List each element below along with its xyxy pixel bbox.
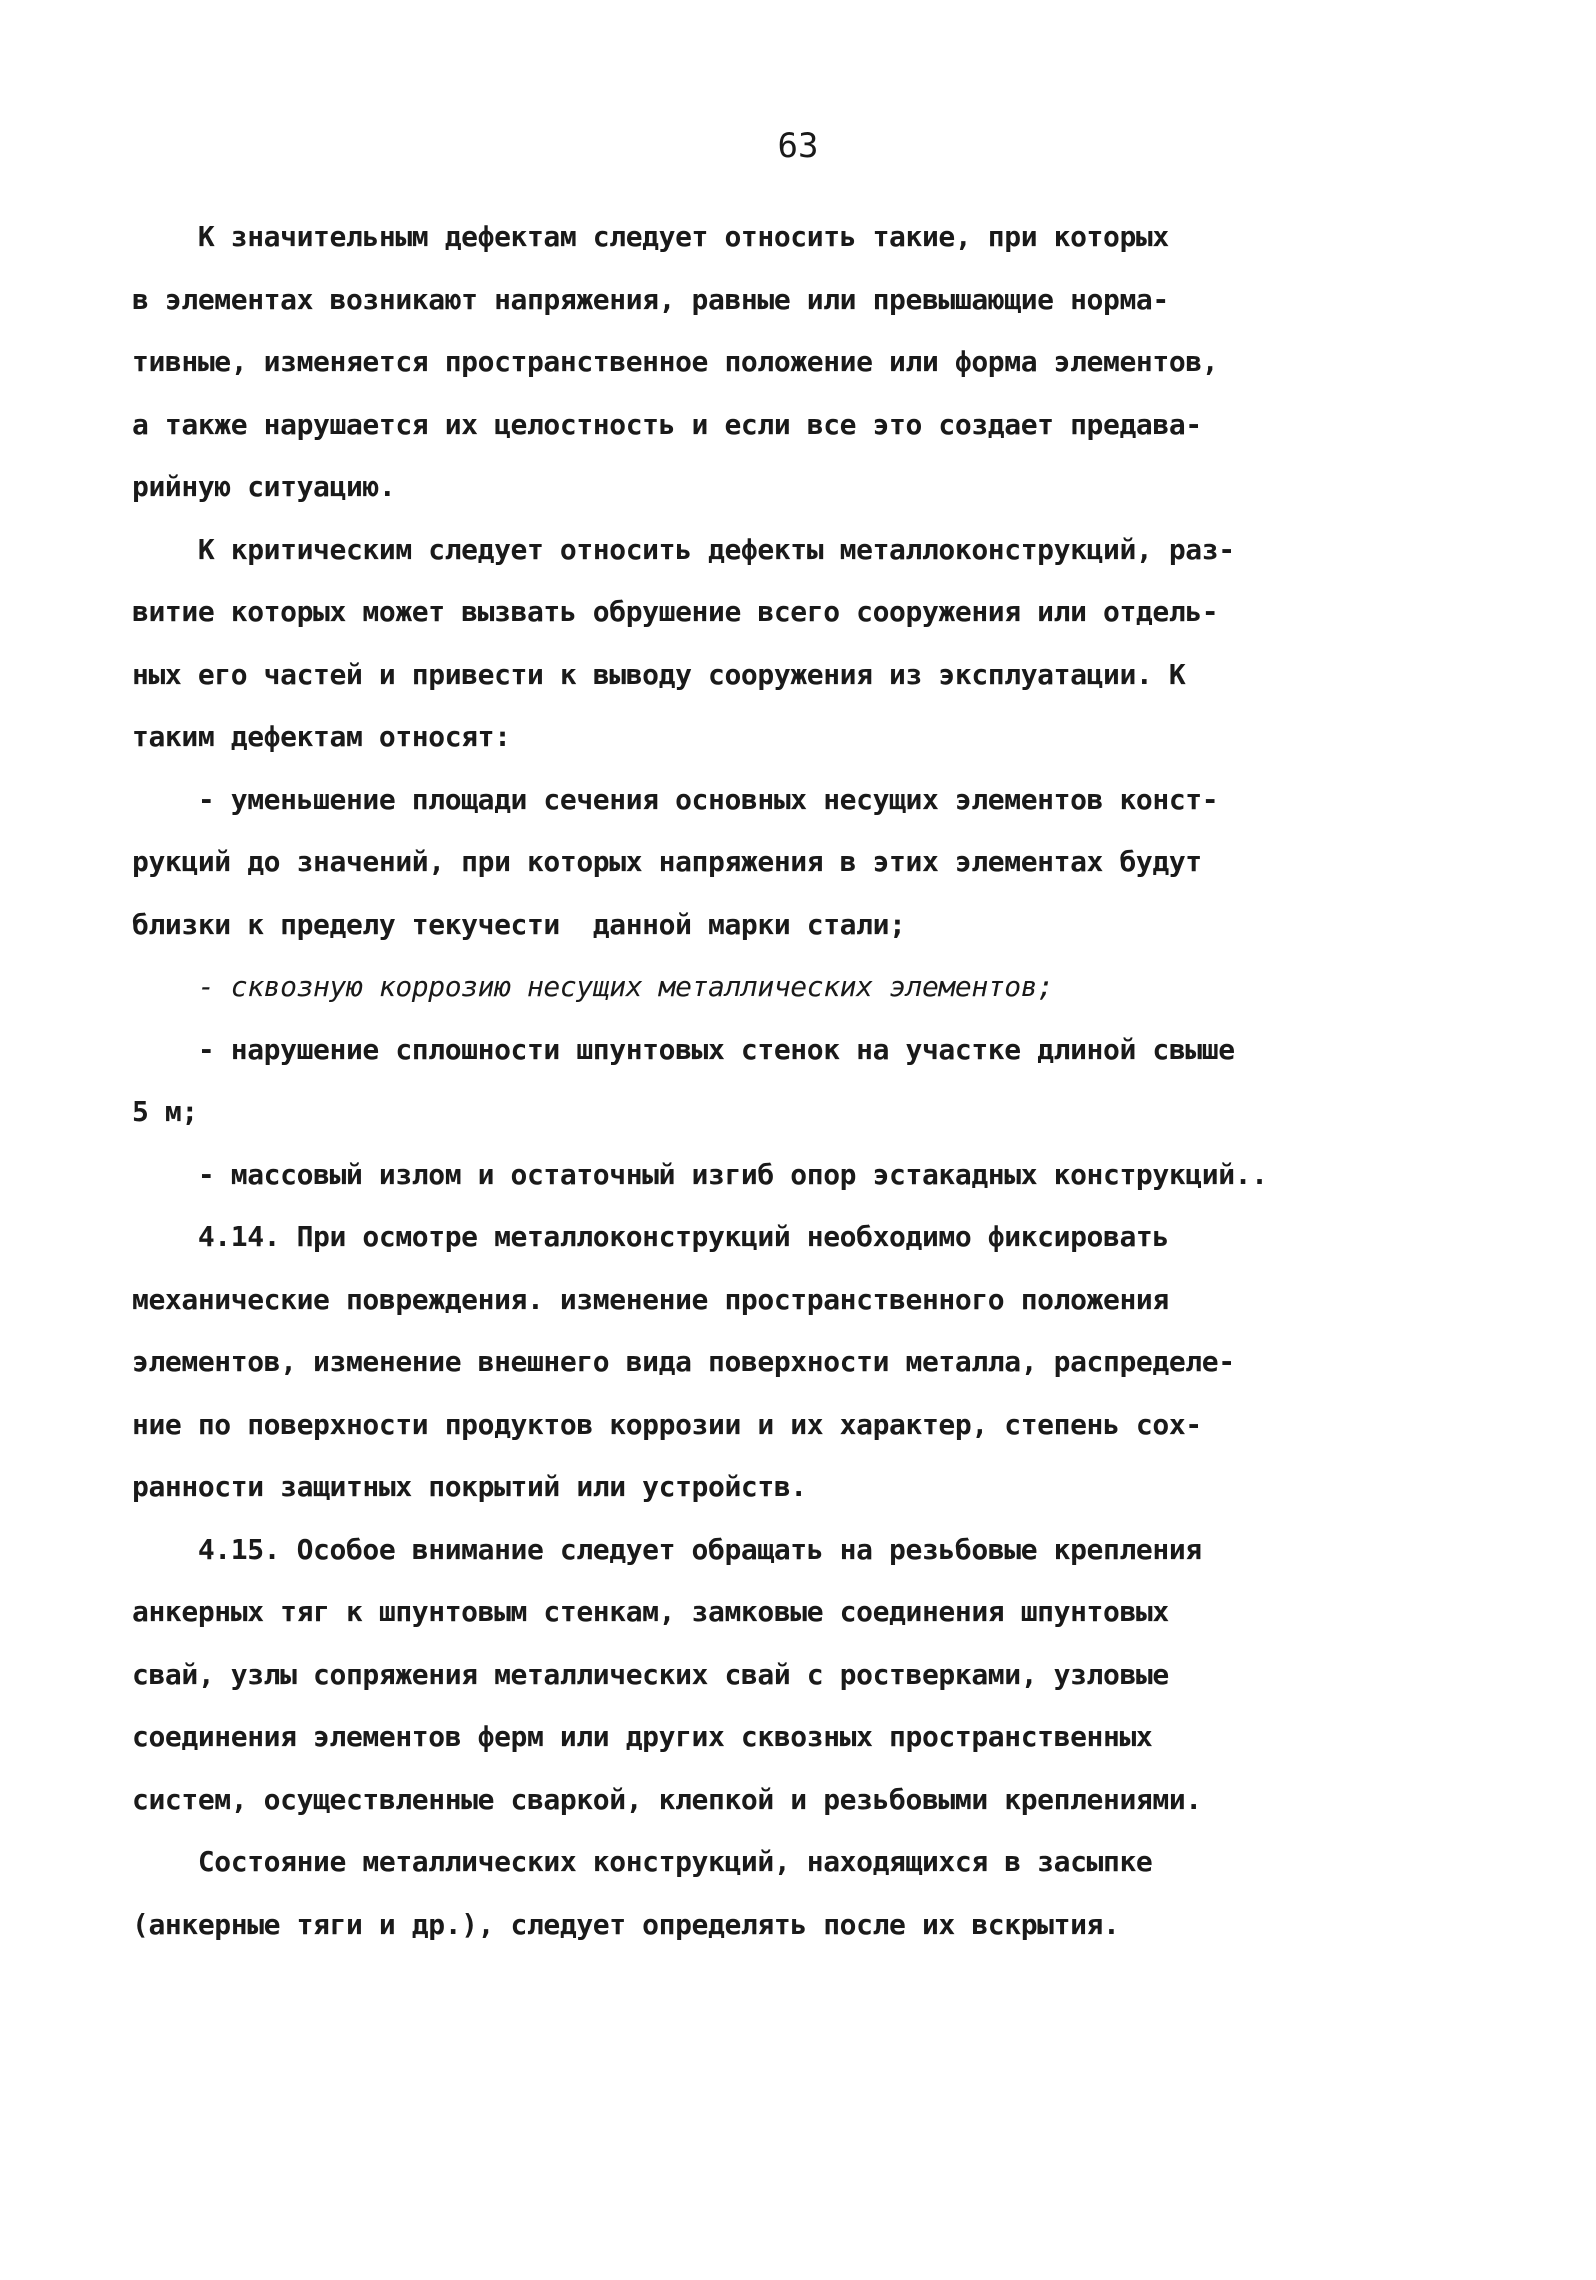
text-line: ние по поверхности продуктов коррозии и их характер, степень сох- [132, 1407, 1202, 1441]
text-line: рийную ситуацию. [132, 470, 396, 503]
text-line: - массовый излом и остаточный изгиб опор эстакадных конструкций.. [132, 1157, 1268, 1191]
text-line: близки к пределу текучести данной марки стали; [132, 907, 906, 941]
page-number: 63 [777, 126, 819, 166]
text-line: - сквозную коррозию несущих металлических элементов; [132, 970, 1054, 1003]
text-line: витие которых может вызвать обрушение всего сооружения или отдель- [132, 595, 1219, 628]
text-line: Состояние металлических конструкций, находящихся в засыпке [132, 1845, 1153, 1878]
text-line: - уменьшение площади сечения основных несущих элементов конст- [132, 782, 1219, 816]
text-line: - нарушение сплошности шпунтовых стенок на участке длиной свыше [132, 1032, 1235, 1066]
text-line: анкерных тяг к шпунтовым стенкам, замковые соединения шпунтовых [132, 1595, 1169, 1628]
text-line: элементов, изменение внешнего вида поверхности металла, распределе- [132, 1345, 1235, 1378]
text-line: ранности защитных покрытий или устройств. [132, 1470, 807, 1503]
text-line: К критическим следует относить дефекты металлоконструкций, раз- [132, 532, 1235, 566]
text-line: в элементах возникают напряжения, равные или превышающие норма- [132, 282, 1169, 316]
text-line: механические повреждения. изменение пространственного положения [132, 1282, 1169, 1316]
text-line: систем, осуществленные сваркой, клепкой и резьбовыми креплениями. [132, 1782, 1202, 1816]
text-line: а также нарушается их целостность и если все это создает предава- [132, 407, 1202, 441]
text-line: 5 м; [132, 1095, 198, 1128]
text-line: таким дефектам относят: [132, 720, 511, 753]
text-line: К значительным дефектам следует относить такие, при которых [132, 220, 1169, 253]
text-line: соединения элементов ферм или других сквозных пространственных [132, 1720, 1153, 1753]
text-line: рукций до значений, при которых напряжения в этих элементах будут [132, 845, 1202, 878]
text-line: (анкерные тяги и др.), следует определять после их вскрытия. [132, 1907, 1120, 1941]
text-line: свай, узлы сопряжения металлических свай с ростверками, узловые [132, 1657, 1169, 1691]
text-line: 4.14. При осмотре металлоконструкций необходимо фиксировать [132, 1220, 1169, 1253]
text-line: тивные, изменяется пространственное положение или форма элементов, [132, 345, 1219, 378]
document-body [132, 206, 1432, 1956]
text-line: ных его частей и привести к выводу сооружения из эксплуатации. К [132, 657, 1186, 691]
text-line: 4.15. Особое внимание следует обращать на резьбовые крепления [132, 1532, 1202, 1566]
